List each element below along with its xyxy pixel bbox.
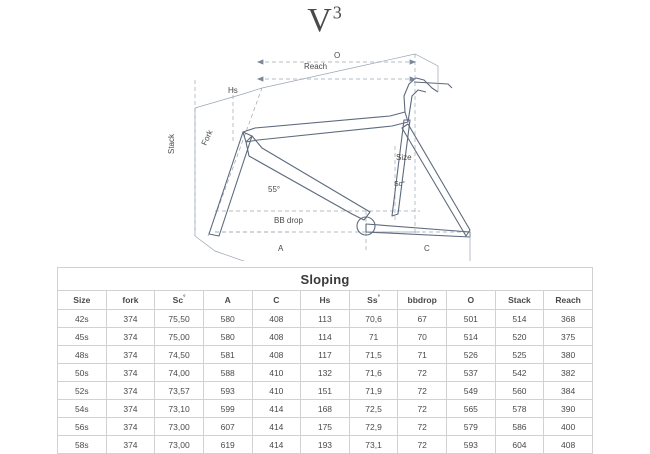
table-header-row (58, 291, 593, 310)
cell-a: 599 (203, 400, 252, 418)
cell-a: 588 (203, 364, 252, 382)
cell-reach: 384 (544, 382, 593, 400)
cell-hs: 175 (301, 418, 350, 436)
cell-reach: 382 (544, 364, 593, 382)
cell-a: 581 (203, 346, 252, 364)
table-header-ss (349, 291, 398, 310)
cell-hs: 114 (301, 328, 350, 346)
table-header-fork (106, 291, 155, 310)
label-bbdrop: BB drop (274, 216, 303, 225)
cell-c: 408 (252, 310, 301, 328)
page-title (0, 2, 650, 40)
table-header-label: Stack (508, 295, 531, 305)
cell-o: 579 (447, 418, 496, 436)
cell-c: 414 (252, 418, 301, 436)
cell-size: 48s (58, 346, 107, 364)
table-header-label: C (273, 295, 280, 305)
table-header-label: A (224, 295, 231, 305)
cell-a: 619 (203, 436, 252, 454)
cell-reach: 375 (544, 328, 593, 346)
table-header-size (58, 291, 107, 310)
cell-fork: 374 (106, 418, 155, 436)
table-row (58, 436, 593, 454)
table-header-sc (155, 291, 204, 310)
cell-o: 565 (447, 400, 496, 418)
table-header-label: fork (122, 295, 139, 305)
cell-c: 408 (252, 346, 301, 364)
cell-ss: 71 (349, 328, 398, 346)
cell-fork: 374 (106, 382, 155, 400)
cell-o: 526 (447, 346, 496, 364)
label-o: O (334, 51, 341, 60)
table-header-label: Hs (319, 295, 331, 305)
table-header-superscript: ° (377, 295, 380, 302)
title-superscript: 3 (332, 2, 343, 23)
label-size: Size (396, 153, 412, 162)
cell-bbdrop: 72 (398, 400, 447, 418)
table-header-label: Reach (555, 295, 581, 305)
cell-hs: 117 (301, 346, 350, 364)
cell-bbdrop: 72 (398, 418, 447, 436)
cell-size: 50s (58, 364, 107, 382)
cell-reach: 380 (544, 346, 593, 364)
cell-stack: 586 (495, 418, 544, 436)
label-reach: Reach (304, 62, 328, 71)
cell-fork: 374 (106, 346, 155, 364)
table-caption-row (58, 268, 593, 291)
dimension-ticks (258, 60, 415, 81)
cell-sc: 74,50 (155, 346, 204, 364)
table-header-label: O (467, 295, 475, 305)
table-header-bbdrop (398, 291, 447, 310)
title-text: V (307, 2, 333, 39)
cell-ss: 71,6 (349, 364, 398, 382)
cell-reach: 390 (544, 400, 593, 418)
cell-bbdrop: 72 (398, 364, 447, 382)
cell-fork: 374 (106, 364, 155, 382)
cell-stack: 542 (495, 364, 544, 382)
cell-hs: 193 (301, 436, 350, 454)
geometry-table (57, 267, 593, 454)
cell-ss: 71,5 (349, 346, 398, 364)
cell-size: 45s (58, 328, 107, 346)
cell-bbdrop: 70 (398, 328, 447, 346)
table-header-superscript: ° (183, 295, 186, 302)
cell-c: 408 (252, 328, 301, 346)
table-row (58, 346, 593, 364)
cell-sc: 75,50 (155, 310, 204, 328)
label-c: C (424, 244, 430, 253)
cell-ss: 73,1 (349, 436, 398, 454)
cell-bbdrop: 67 (398, 310, 447, 328)
cell-o: 501 (447, 310, 496, 328)
table-header-a (203, 291, 252, 310)
cell-ss: 72,5 (349, 400, 398, 418)
table-header-label: bbdrop (407, 295, 437, 305)
table-row (58, 382, 593, 400)
table-header-label: Sc (172, 295, 184, 305)
table-header-o (447, 291, 496, 310)
cell-stack: 604 (495, 436, 544, 454)
table-caption: Sloping (58, 268, 593, 291)
label-hs: Hs (228, 86, 238, 95)
cell-ss: 72,9 (349, 418, 398, 436)
cell-bbdrop: 72 (398, 382, 447, 400)
cell-sc: 73,57 (155, 382, 204, 400)
cell-size: 52s (58, 382, 107, 400)
cell-fork: 374 (106, 310, 155, 328)
cell-o: 549 (447, 382, 496, 400)
cell-bbdrop: 72 (398, 436, 447, 454)
cell-stack: 514 (495, 310, 544, 328)
table-header-label: Ss (367, 295, 378, 305)
cell-o: 514 (447, 328, 496, 346)
cell-c: 410 (252, 382, 301, 400)
label-ss-angle: 55° (268, 185, 281, 194)
cell-size: 54s (58, 400, 107, 418)
table-header-stack (495, 291, 544, 310)
cell-reach: 400 (544, 418, 593, 436)
table-body (58, 310, 593, 454)
cell-a: 580 (203, 328, 252, 346)
cell-reach: 408 (544, 436, 593, 454)
cell-stack: 560 (495, 382, 544, 400)
label-stack: Stack (167, 133, 176, 154)
cell-o: 537 (447, 364, 496, 382)
label-a: A (278, 244, 284, 253)
frame-outline (209, 78, 470, 237)
cell-stack: 578 (495, 400, 544, 418)
cell-o: 593 (447, 436, 496, 454)
cell-stack: 525 (495, 346, 544, 364)
table-row (58, 310, 593, 328)
cell-bbdrop: 71 (398, 346, 447, 364)
cell-hs: 113 (301, 310, 350, 328)
cell-size: 56s (58, 418, 107, 436)
cell-a: 580 (203, 310, 252, 328)
cell-c: 414 (252, 400, 301, 418)
label-sc-angle: Sc° (394, 181, 405, 188)
cell-a: 593 (203, 382, 252, 400)
cell-size: 42s (58, 310, 107, 328)
table-header-c (252, 291, 301, 310)
cell-size: 58s (58, 436, 107, 454)
cell-sc: 73,00 (155, 418, 204, 436)
table-row (58, 400, 593, 418)
cell-sc: 73,10 (155, 400, 204, 418)
table-row (58, 328, 593, 346)
cell-ss: 70,6 (349, 310, 398, 328)
table-row (58, 364, 593, 382)
cell-c: 410 (252, 364, 301, 382)
cell-ss: 71,9 (349, 382, 398, 400)
cell-hs: 132 (301, 364, 350, 382)
cell-sc: 73,00 (155, 436, 204, 454)
label-fork: Fork (199, 128, 215, 147)
frame-geometry-diagram (0, 36, 650, 261)
cell-a: 607 (203, 418, 252, 436)
cell-fork: 374 (106, 328, 155, 346)
table-header-reach (544, 291, 593, 310)
cell-fork: 374 (106, 400, 155, 418)
geometry-table-container (57, 267, 593, 454)
cell-hs: 168 (301, 400, 350, 418)
cell-hs: 151 (301, 382, 350, 400)
cell-c: 414 (252, 436, 301, 454)
cell-sc: 75,00 (155, 328, 204, 346)
cell-fork: 374 (106, 436, 155, 454)
table-header-hs (301, 291, 350, 310)
cell-stack: 520 (495, 328, 544, 346)
cell-reach: 368 (544, 310, 593, 328)
cell-sc: 74,00 (155, 364, 204, 382)
table-header-label: Size (73, 295, 91, 305)
